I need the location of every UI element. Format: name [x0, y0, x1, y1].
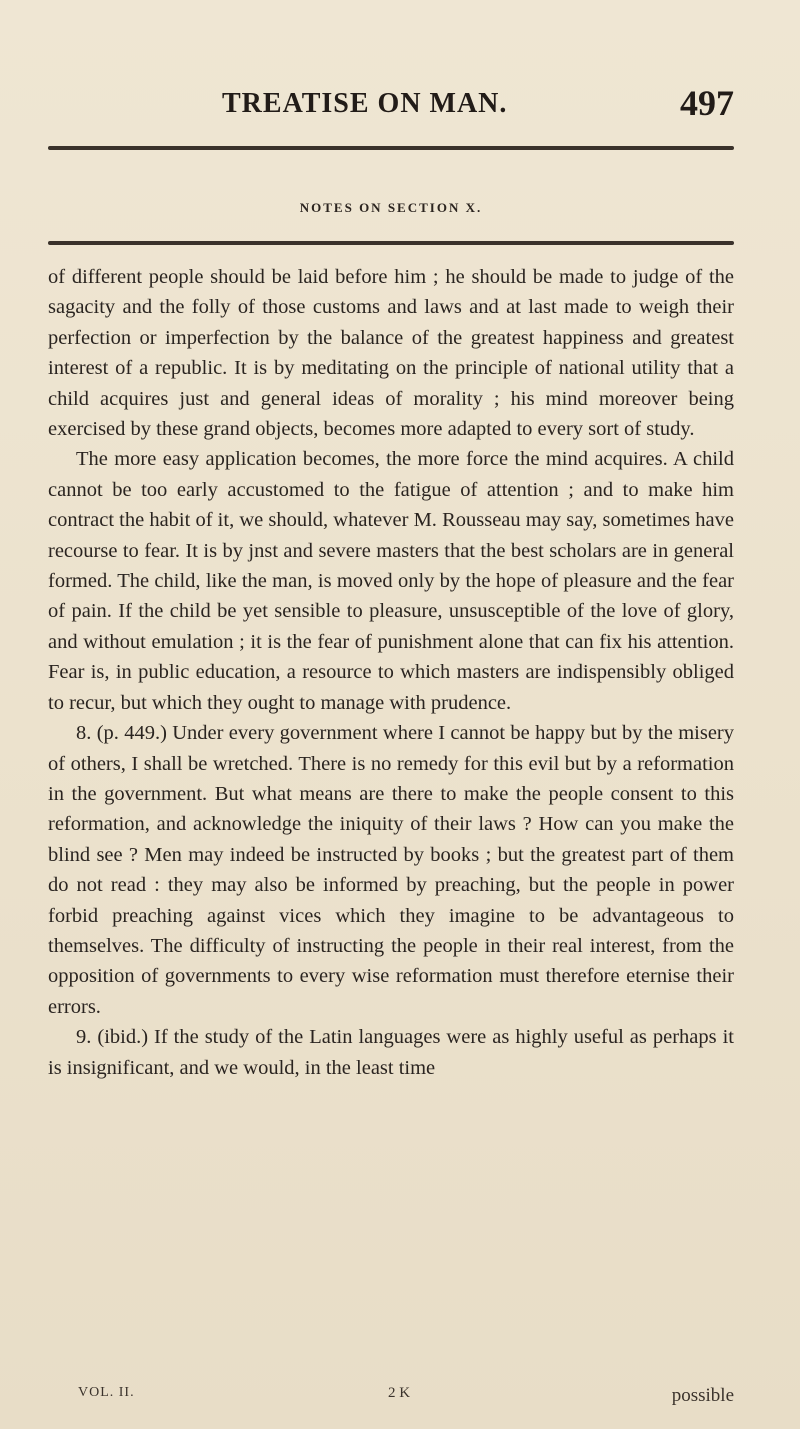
body-text — [48, 262, 734, 1083]
page-footer — [78, 1385, 734, 1411]
note-9: 9. (ibid.) If the study of the Latin languages were as highly useful as perhaps it is insignificant, and we would, in the least time — [48, 1026, 734, 1079]
bottom-rule — [48, 241, 734, 245]
volume-mark: VOL. II. — [78, 1385, 135, 1400]
note-8: 8. (p. 449.) Under every government where I cannot be happy but by the misery of others, I shall be wretched. There is no remedy for this evil but by a reformation in the government. But what means are there to make the people consent to this reformation, and acknowledge the iniquity of their laws ? How can you make the blind see ? Men may indeed be instructed by books ; but the greatest part of them do not read : they may also be informed by preaching, but the people in power forbid preaching against vices which they imagine to be advantageous to themselves. The difficulty of instructing the people in their real interest, from the opposition of governments to every wise reformation must therefore eternise their errors. — [48, 722, 734, 1018]
paragraph-continuation: of different people should be laid before him ; he should be made to judge of the sagacity and the folly of those customs and laws and at last made to weigh their perfection or imperfection by the balance of the greatest happiness and greatest interest of a republic. It is by meditating on the principle of national utility that a child acquires just and general ideas of morality ; his mind moreover being exercised by these grand objects, becomes more adapted to every sort of study. — [48, 266, 734, 441]
top-rule — [48, 146, 734, 150]
page-number: 497 — [680, 83, 734, 123]
section-heading: NOTES ON SECTION X. — [299, 200, 483, 215]
signature-mark: 2 K — [388, 1385, 411, 1401]
running-head — [222, 82, 734, 132]
running-title: TREATISE ON MAN. — [222, 88, 508, 119]
paragraph-attention: The more easy application becomes, the more force the mind acquires. A child cannot be too early accustomed to the fatigue of attention ; and to make him contract the habit of it, we should, whatever M. Rousseau may say, sometimes have recourse to fear. It is by jnst and severe masters that the best scholars are in general formed. The child, like the man, is moved only by the hope of pleasure and the fear of pain. If the child be yet sensible to pleasure, unsusceptible of the love of glory, and without emulation ; it is the fear of punishment alone that can fix his attention. Fear is, in public education, a resource to which masters are indispensibly obliged to recur, but which they ought to manage with prudence. — [48, 448, 734, 714]
catchword: possible — [671, 1385, 734, 1406]
